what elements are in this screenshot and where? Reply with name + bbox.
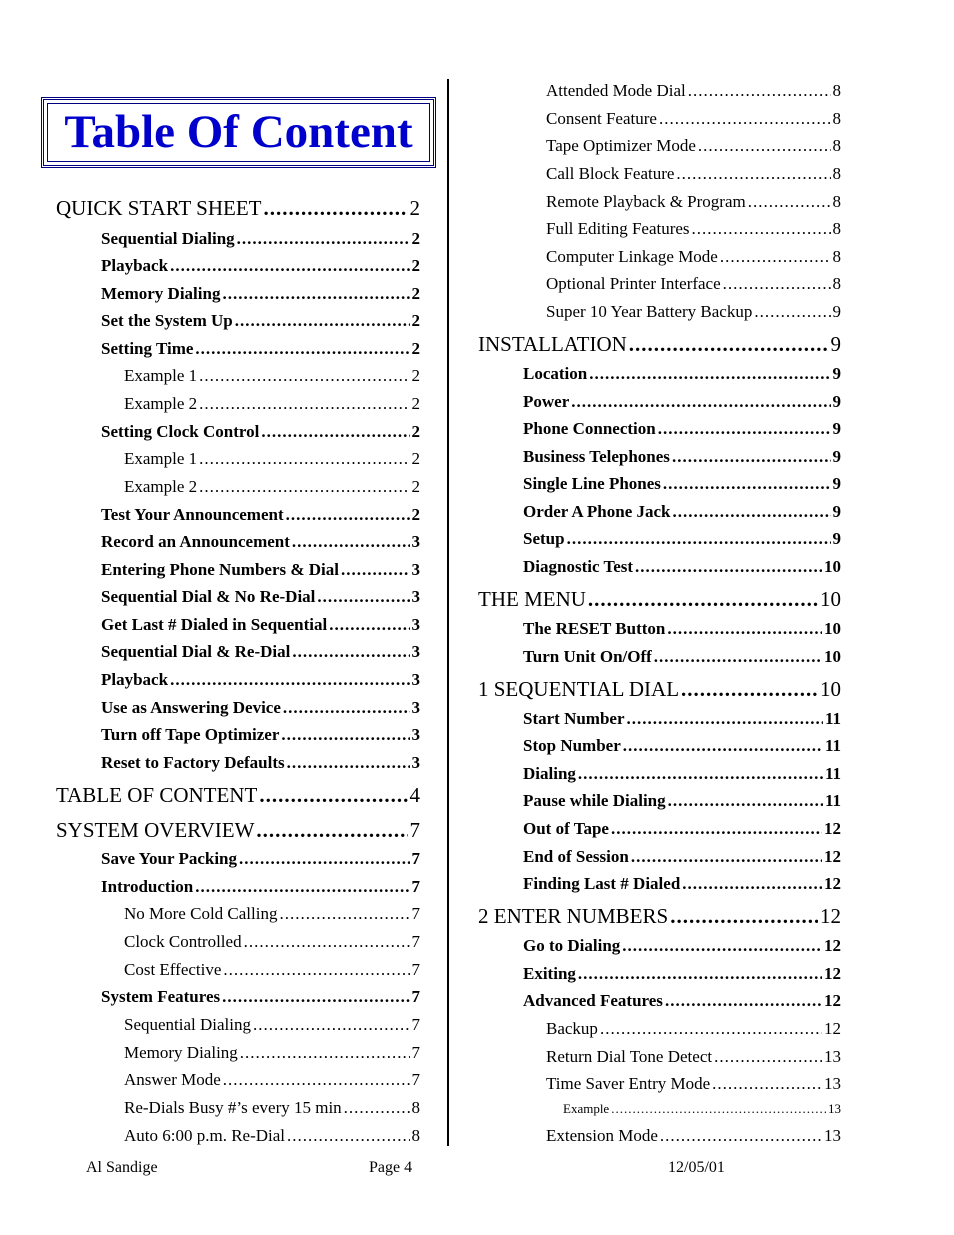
toc-entry-page: 9 <box>832 529 841 548</box>
toc-entry-label: Backup <box>546 1019 598 1038</box>
toc-entry-page: 10 <box>824 557 841 576</box>
toc-entry <box>523 965 841 982</box>
toc-entry <box>124 905 420 922</box>
toc-dot-leader <box>264 198 408 219</box>
toc-entry-label: Exiting <box>523 964 576 983</box>
toc-dot-leader <box>170 671 409 688</box>
toc-entry-label: Call Block Feature <box>546 164 675 183</box>
toc-dot-leader <box>279 905 409 922</box>
toc-entry <box>523 937 841 954</box>
toc-entry-page: 12 <box>824 819 841 838</box>
toc-entry-page: 11 <box>824 764 841 783</box>
toc-entry <box>101 506 420 523</box>
toc-dot-leader <box>253 1016 409 1033</box>
toc-entry-page: 8 <box>832 247 841 266</box>
toc-entry-label: SYSTEM OVERVIEW <box>56 818 255 842</box>
toc-entry-page: 8 <box>832 109 841 128</box>
toc-entry-label: Tape Optimizer Mode <box>546 136 696 155</box>
toc-entry <box>101 257 420 274</box>
toc-entry-page: 8 <box>832 192 841 211</box>
toc-dot-leader <box>688 82 831 99</box>
toc-entry <box>101 533 420 550</box>
toc-dot-leader <box>240 1044 410 1061</box>
toc-entry-label: Setup <box>523 529 565 548</box>
toc-entry <box>523 710 841 727</box>
toc-entry <box>523 393 841 410</box>
toc-entry-label: Auto 6:00 p.m. Re-Dial <box>124 1126 286 1145</box>
toc-entry-page: 8 <box>832 274 841 293</box>
toc-entry-label: Full Editing Features <box>546 219 690 238</box>
toc-dot-leader <box>660 1127 822 1144</box>
footer-author: Al Sandige <box>86 1159 158 1176</box>
toc-entry-label: Go to Dialing <box>523 936 621 955</box>
toc-dot-leader <box>195 878 409 895</box>
toc-entry-page: 2 <box>411 339 420 358</box>
toc-dot-leader <box>692 220 831 237</box>
toc-entry-page: 4 <box>409 783 420 807</box>
toc-entry <box>523 875 841 892</box>
toc-entry-page: 8 <box>832 136 841 155</box>
toc-dot-leader <box>261 423 409 440</box>
toc-entry-label: System Features <box>101 987 221 1006</box>
toc-dot-leader <box>681 679 818 700</box>
toc-entry-page: 11 <box>824 791 841 810</box>
toc-entry <box>546 303 841 320</box>
toc-entry-page: 12 <box>820 904 841 928</box>
toc-entry-page: 2 <box>411 229 420 248</box>
toc-dot-leader <box>578 765 823 782</box>
toc-entry-label: Power <box>523 392 570 411</box>
toc-entry <box>124 961 420 978</box>
toc-entry-label: Record an Announcement <box>101 532 290 551</box>
footer-date: 12/05/01 <box>668 1159 725 1176</box>
toc-dot-leader <box>627 710 823 727</box>
toc-entry-page: 11 <box>824 736 841 755</box>
toc-dot-leader <box>658 420 831 437</box>
toc-entry-label: Business Telephones <box>523 447 670 466</box>
toc-dot-leader <box>668 792 823 809</box>
toc-entry-label: Sequential Dialing <box>101 229 235 248</box>
toc-entry <box>56 785 420 806</box>
toc-entry-page: 8 <box>832 164 841 183</box>
toc-entry <box>101 423 420 440</box>
toc-entry <box>101 285 420 302</box>
toc-entry <box>101 878 420 895</box>
toc-entry-page: 7 <box>411 849 420 868</box>
toc-entry <box>478 906 841 927</box>
column-divider <box>447 79 449 1146</box>
toc-entry-page: 13 <box>824 1074 841 1093</box>
footer-page-number: Page 4 <box>369 1159 413 1176</box>
toc-entry-label: Advanced Features <box>523 991 663 1010</box>
toc-entry-label: Example 1 <box>124 366 198 385</box>
toc-entry-label: Sequential Dial & Re-Dial <box>101 642 291 661</box>
toc-entry-label: Turn off Tape Optimizer <box>101 725 280 744</box>
page-title: Table Of Content <box>64 106 413 158</box>
toc-entry-page: 2 <box>411 256 420 275</box>
toc-dot-leader <box>223 1071 410 1088</box>
toc-entry <box>523 992 841 1009</box>
toc-dot-leader <box>663 475 831 492</box>
toc-dot-leader <box>283 699 410 716</box>
toc-entry-page: 7 <box>411 1070 420 1089</box>
toc-entry <box>523 820 841 837</box>
toc-entry-page: 2 <box>411 477 420 496</box>
toc-entry-page: 9 <box>832 392 841 411</box>
toc-entry-page: 9 <box>832 474 841 493</box>
toc-entry-page: 9 <box>832 419 841 438</box>
toc-entry <box>101 616 420 633</box>
toc-entry <box>124 1127 420 1144</box>
toc-entry-page: 3 <box>411 560 420 579</box>
toc-entry <box>101 726 420 743</box>
title-frame <box>41 97 436 168</box>
toc-entry-page: 7 <box>409 818 420 842</box>
toc-entry <box>546 82 841 99</box>
toc-entry-label: Location <box>523 364 588 383</box>
toc-entry <box>523 558 841 575</box>
toc-dot-leader <box>344 1099 410 1116</box>
toc-entry-page: 9 <box>832 502 841 521</box>
toc-entry-label: Example <box>563 1101 610 1116</box>
toc-dot-leader <box>714 1048 822 1065</box>
toc-entry-page: 12 <box>824 874 841 893</box>
toc-entry-label: Single Line Phones <box>523 474 661 493</box>
toc-entry <box>101 230 420 247</box>
toc-entry-page: 13 <box>824 1126 841 1145</box>
toc-entry <box>546 275 841 292</box>
toc-dot-leader <box>170 257 409 274</box>
toc-entry-page: 7 <box>411 960 420 979</box>
toc-entry <box>101 699 420 716</box>
toc-entry-page: 3 <box>411 642 420 661</box>
toc-dot-leader <box>672 448 831 465</box>
toc-entry <box>124 1099 420 1116</box>
toc-entry <box>124 395 420 412</box>
toc-entry-page: 2 <box>411 284 420 303</box>
toc-dot-leader <box>235 312 410 329</box>
toc-entry <box>124 1044 420 1061</box>
toc-dot-leader <box>748 193 831 210</box>
toc-entry-label: Consent Feature <box>546 109 657 128</box>
toc-entry-page: 7 <box>411 1015 420 1034</box>
toc-dot-leader <box>682 875 822 892</box>
toc-entry-page: 11 <box>824 709 841 728</box>
toc-entry <box>523 737 841 754</box>
toc-entry <box>101 754 420 771</box>
toc-entry <box>101 340 420 357</box>
toc-dot-leader <box>287 1127 409 1144</box>
toc-entry-label: Playback <box>101 670 169 689</box>
toc-entry <box>523 765 841 782</box>
toc-dot-leader <box>673 503 831 520</box>
toc-entry <box>546 110 841 127</box>
toc-entry-page: 8 <box>411 1098 420 1117</box>
toc-entry-page: 2 <box>411 422 420 441</box>
toc-entry-label: Pause while Dialing <box>523 791 666 810</box>
toc-entry-label: Order A Phone Jack <box>523 502 671 521</box>
toc-entry-page: 3 <box>411 753 420 772</box>
toc-entry-page: 10 <box>824 647 841 666</box>
toc-dot-leader <box>286 506 410 523</box>
toc-dot-leader <box>754 303 830 320</box>
toc-entry <box>546 1020 841 1037</box>
toc-dot-leader <box>195 340 409 357</box>
toc-dot-leader <box>237 230 410 247</box>
toc-entry-page: 9 <box>832 447 841 466</box>
toc-entry <box>523 448 841 465</box>
toc-entry-page: 7 <box>411 877 420 896</box>
toc-dot-leader <box>199 395 409 412</box>
toc-dot-leader <box>244 933 410 950</box>
toc-entry-label: 1 SEQUENTIAL DIAL <box>478 677 680 701</box>
toc-dot-leader <box>199 450 409 467</box>
toc-entry <box>546 137 841 154</box>
toc-dot-leader <box>578 965 822 982</box>
toc-entry <box>101 312 420 329</box>
toc-entry-label: Introduction <box>101 877 194 896</box>
toc-dot-leader <box>635 558 822 575</box>
toc-entry-label: INSTALLATION <box>478 332 627 356</box>
toc-entry <box>478 679 841 700</box>
title-inner-frame <box>47 103 430 162</box>
toc-dot-leader <box>670 906 818 927</box>
toc-entry-page: 9 <box>830 332 841 356</box>
toc-entry-label: Re-Dials Busy #’s every 15 min <box>124 1098 342 1117</box>
toc-entry-label: Start Number <box>523 709 625 728</box>
toc-entry-label: Memory Dialing <box>124 1043 238 1062</box>
toc-entry-label: Phone Connection <box>523 419 656 438</box>
toc-entry-page: 12 <box>824 936 841 955</box>
toc-entry <box>101 988 420 1005</box>
toc-entry-label: QUICK START SHEET <box>56 196 262 220</box>
toc-entry-label: Optional Printer Interface <box>546 274 721 293</box>
toc-entry <box>546 220 841 237</box>
toc-entry-page: 8 <box>832 81 841 100</box>
toc-entry-label: The RESET Button <box>523 619 666 638</box>
toc-entry <box>101 561 420 578</box>
toc-entry <box>523 503 841 520</box>
toc-entry-label: TABLE OF CONTENT <box>56 783 258 807</box>
toc-entry <box>101 588 420 605</box>
toc-dot-leader <box>659 110 831 127</box>
toc-entry-page: 3 <box>411 670 420 689</box>
toc-entry-label: Setting Clock Control <box>101 422 260 441</box>
toc-dot-leader <box>600 1020 822 1037</box>
toc-entry-page: 10 <box>824 619 841 638</box>
toc-entry-label: Sequential Dial & No Re-Dial <box>101 587 316 606</box>
toc-entry <box>546 193 841 210</box>
toc-dot-leader <box>720 248 831 265</box>
toc-dot-leader <box>292 533 410 550</box>
toc-dot-leader <box>571 393 830 410</box>
toc-entry-page: 3 <box>411 532 420 551</box>
toc-entry-page: 12 <box>824 964 841 983</box>
toc-entry-label: Setting Time <box>101 339 194 358</box>
toc-dot-leader <box>723 275 831 292</box>
toc-dot-leader <box>341 561 410 578</box>
toc-entry-label: Turn Unit On/Off <box>523 647 652 666</box>
toc-entry-label: Stop Number <box>523 736 621 755</box>
toc-dot-leader <box>329 616 409 633</box>
toc-dot-leader <box>287 754 410 771</box>
toc-entry-label: Sequential Dialing <box>124 1015 252 1034</box>
toc-entry <box>523 530 841 547</box>
toc-entry <box>546 1048 841 1065</box>
toc-dot-leader <box>567 530 831 547</box>
toc-entry-label: Entering Phone Numbers & Dial <box>101 560 339 579</box>
toc-entry-page: 3 <box>411 587 420 606</box>
toc-entry-label: Diagnostic Test <box>523 557 634 576</box>
toc-dot-leader <box>239 850 409 867</box>
toc-entry <box>124 367 420 384</box>
toc-entry-label: THE MENU <box>478 587 586 611</box>
toc-dot-leader <box>588 589 818 610</box>
toc-entry-label: Use as Answering Device <box>101 698 281 717</box>
toc-entry <box>523 792 841 809</box>
toc-entry <box>546 1127 841 1144</box>
toc-entry <box>124 450 420 467</box>
toc-entry <box>101 671 420 688</box>
toc-entry-page: 3 <box>411 615 420 634</box>
toc-dot-leader <box>589 365 830 382</box>
toc-entry-page: 2 <box>411 505 420 524</box>
toc-entry-label: Example 2 <box>124 394 198 413</box>
toc-dot-leader <box>654 648 822 665</box>
toc-entry <box>56 198 420 219</box>
toc-dot-leader <box>317 588 409 605</box>
toc-entry <box>523 620 841 637</box>
toc-entry-page: 7 <box>411 904 420 923</box>
toc-entry <box>478 589 841 610</box>
toc-entry-label: Dialing <box>523 764 576 783</box>
toc-entry-label: Super 10 Year Battery Backup <box>546 302 753 321</box>
toc-entry-label: Time Saver Entry Mode <box>546 1074 711 1093</box>
toc-entry <box>124 1016 420 1033</box>
toc-entry-label: Playback <box>101 256 169 275</box>
toc-entry-label: End of Session <box>523 847 629 866</box>
toc-entry-label: Extension Mode <box>546 1126 658 1145</box>
toc-entry <box>56 820 420 841</box>
toc-dot-leader <box>223 961 409 978</box>
toc-entry-page: 8 <box>411 1126 420 1145</box>
toc-entry-label: Finding Last # Dialed <box>523 874 681 893</box>
toc-entry-page: 3 <box>411 725 420 744</box>
toc-entry-page: 2 <box>411 311 420 330</box>
toc-entry-label: Set the System Up <box>101 311 233 330</box>
toc-entry-label: Clock Controlled <box>124 932 242 951</box>
toc-entry <box>546 165 841 182</box>
toc-entry <box>523 848 841 865</box>
toc-entry-page: 10 <box>820 587 841 611</box>
toc-entry-label: Example 2 <box>124 477 198 496</box>
toc-entry-page: 2 <box>411 394 420 413</box>
toc-entry <box>124 933 420 950</box>
toc-dot-leader <box>631 848 822 865</box>
toc-entry-page: 9 <box>832 302 841 321</box>
toc-dot-leader <box>622 937 822 954</box>
toc-entry <box>124 478 420 495</box>
toc-dot-leader <box>611 820 822 837</box>
toc-entry-label: Answer Mode <box>124 1070 221 1089</box>
toc-dot-leader <box>281 726 409 743</box>
toc-dot-leader <box>292 643 409 660</box>
toc-entry-label: Reset to Factory Defaults <box>101 753 285 772</box>
toc-entry-page: 7 <box>411 932 420 951</box>
toc-dot-leader <box>698 137 831 154</box>
toc-dot-leader <box>222 988 409 1005</box>
toc-dot-leader <box>199 367 409 384</box>
toc-entry-label: Cost Effective <box>124 960 222 979</box>
toc-entry-page: 12 <box>824 847 841 866</box>
toc-entry-page: 2 <box>411 449 420 468</box>
toc-entry <box>546 1075 841 1092</box>
toc-entry <box>563 1102 841 1115</box>
toc-entry <box>523 648 841 665</box>
toc-dot-leader <box>611 1102 826 1115</box>
toc-dot-leader <box>199 478 409 495</box>
toc-entry-page: 3 <box>411 698 420 717</box>
toc-entry-label: Example 1 <box>124 449 198 468</box>
toc-entry-page: 13 <box>828 1101 841 1116</box>
toc-entry-page: 2 <box>409 196 420 220</box>
toc-entry <box>523 475 841 492</box>
toc-dot-leader <box>259 785 407 806</box>
toc-entry-page: 12 <box>824 1019 841 1038</box>
toc-entry-label: Remote Playback & Program <box>546 192 746 211</box>
toc-entry <box>101 643 420 660</box>
toc-entry-label: Attended Mode Dial <box>546 81 686 100</box>
toc-entry-label: Memory Dialing <box>101 284 221 303</box>
toc-entry-label: No More Cold Calling <box>124 904 278 923</box>
toc-dot-leader <box>623 737 823 754</box>
toc-entry-label: Computer Linkage Mode <box>546 247 718 266</box>
toc-entry <box>546 248 841 265</box>
toc-dot-leader <box>222 285 409 302</box>
toc-dot-leader <box>667 620 822 637</box>
toc-entry-page: 7 <box>411 987 420 1006</box>
toc-entry-page: 9 <box>832 364 841 383</box>
toc-dot-leader <box>665 992 822 1009</box>
toc-dot-leader <box>256 820 407 841</box>
toc-entry-page: 2 <box>411 366 420 385</box>
toc-dot-leader <box>629 334 829 355</box>
toc-entry <box>523 365 841 382</box>
toc-entry-page: 13 <box>824 1047 841 1066</box>
toc-dot-leader <box>676 165 830 182</box>
toc-entry-page: 7 <box>411 1043 420 1062</box>
toc-entry-page: 12 <box>824 991 841 1010</box>
toc-entry-page: 8 <box>832 219 841 238</box>
toc-entry-page: 10 <box>820 677 841 701</box>
toc-entry <box>523 420 841 437</box>
toc-entry <box>124 1071 420 1088</box>
toc-entry-label: 2 ENTER NUMBERS <box>478 904 669 928</box>
toc-entry-label: Get Last # Dialed in Sequential <box>101 615 328 634</box>
toc-entry-label: Save Your Packing <box>101 849 238 868</box>
toc-dot-leader <box>712 1075 822 1092</box>
toc-entry-label: Return Dial Tone Detect <box>546 1047 713 1066</box>
toc-entry <box>101 850 420 867</box>
toc-entry-label: Test Your Announcement <box>101 505 284 524</box>
toc-entry-label: Out of Tape <box>523 819 609 838</box>
toc-entry <box>478 334 841 355</box>
